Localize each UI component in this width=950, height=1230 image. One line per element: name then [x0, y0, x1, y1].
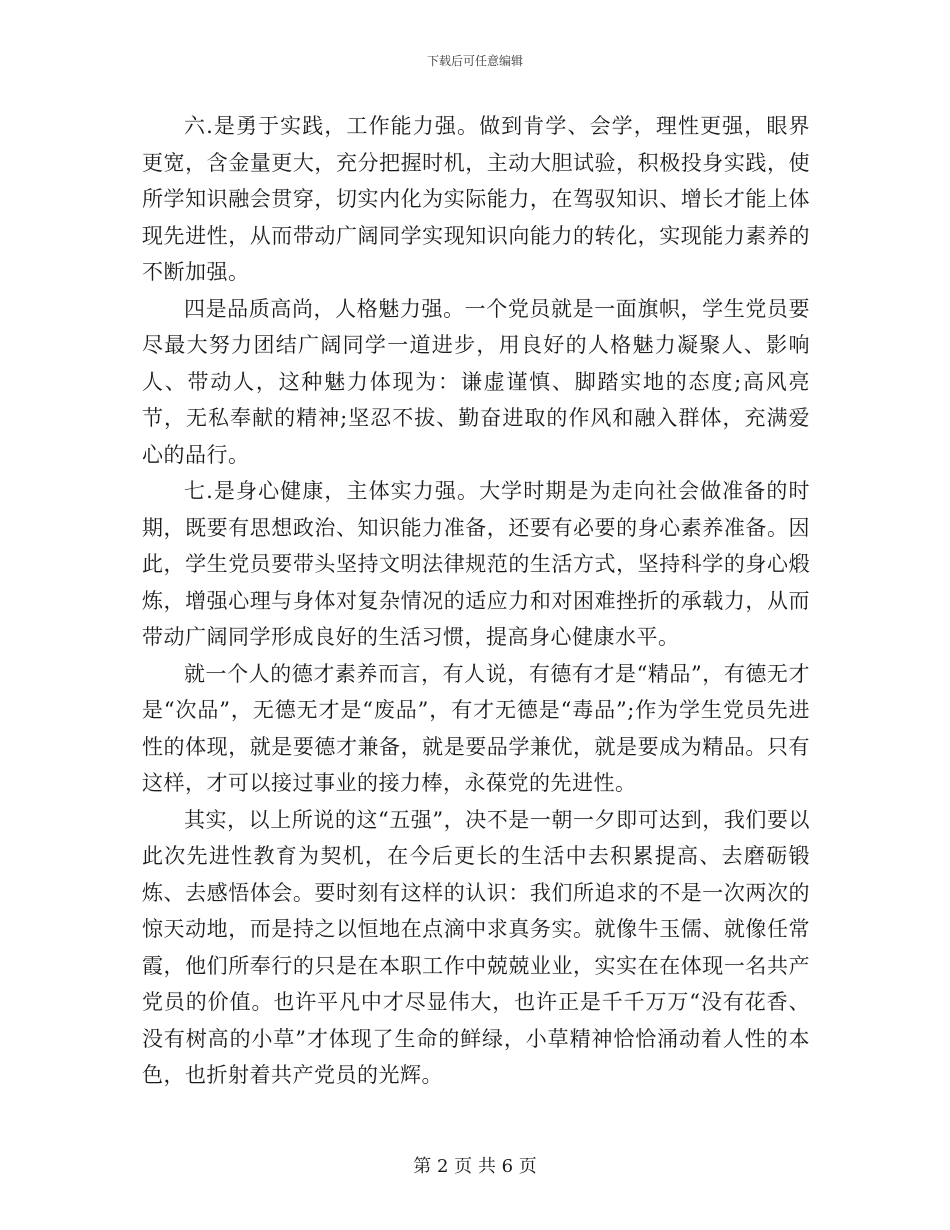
page-number: 第 2 页 共 6 页 [413, 1156, 537, 1177]
paragraph-health: 七.是身心健康，主体实力强。大学时期是为走向社会做准备的时期，既要有思想政治、知识能力准备，还要有必要的身心素养准备。因此，学生党员要带头坚持文明法律规范的生活方式，坚持科学的身心煅炼，增强心理与身体对复杂情况的适应力和对困难挫折的承载力，从而带动广阔同学形成良好的生活习惯，提高身心健康水平。 [142, 479, 810, 649]
page-header: 下载后可任意编辑 [426, 54, 523, 68]
paragraph-five-strengths: 其实，以上所说的这“五强”，决不是一朝一夕即可达到，我们要以此次先进性教育为契机，在今后更长的生活中去积累提高、去磨砺锻炼、去感悟体会。要时刻有这样的认识：我们所追求的不是一次两次的惊天动地，而是持之以恒地在点滴中求真务实。就像牛玉儒、就像任常霞，他们所奉行的只是在本职工作中兢兢业业，实实在在体现一名共产党员的价值。也许平凡中才尽显伟大，也许正是千千万万“没有花香、没有树高的小草”才体现了生命的鲜绿，小草精神恰恰涌动着人性的本色，也折射着共产党员的光辉。 [142, 807, 810, 1087]
paragraph-virtue-talent: 就一个人的德才素养而言，有人说，有德有才是“精品”，有德无才是“次品”，无德无才是“废品”，有才无德是“毒品”;作为学生党员先进性的体现，就是要德才兼备，就是要品学兼优，就是要成为精品。只有这样，才可以接过事业的接力棒，永葆党的先进性。 [142, 661, 810, 795]
paragraph-practice: 六.是勇于实践，工作能力强。做到肯学、会学，理性更强，眼界更宽，含金量更大，充分把握时机，主动大胆试验，积极投身实践，使所学知识融会贯穿，切实内化为实际能力，在驾驭知识、增长才能上体现先进性，从而带动广阔同学实现知识向能力的转化，实现能力素养的不断加强。 [142, 114, 810, 284]
document-body [142, 108, 810, 1094]
paragraph-character: 四是品质高尚，人格魅力强。一个党员就是一面旗帜，学生党员要尽最大努力团结广阔同学一道进步，用良好的人格魅力凝聚人、影响人、带动人，这种魅力体现为：谦虚谨慎、脚踏实地的态度;高风亮节，无私奉献的精神;坚忍不拔、勤奋进取的作风和融入群体，充满爱心的品行。 [142, 296, 810, 467]
